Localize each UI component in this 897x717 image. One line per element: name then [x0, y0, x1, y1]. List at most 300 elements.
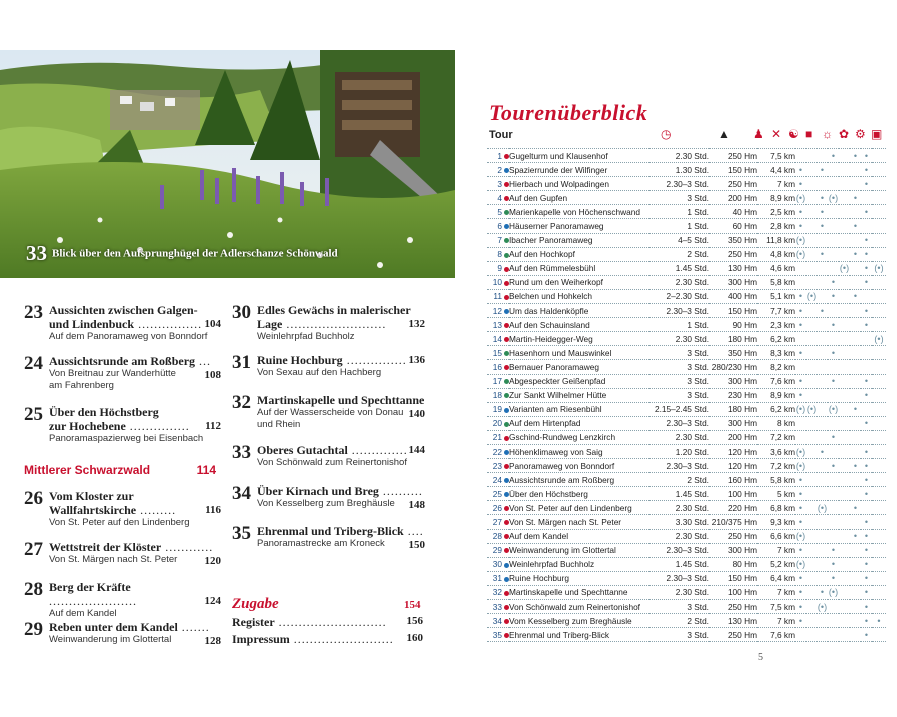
feature-marker: •	[795, 515, 806, 529]
photo-caption-text: Blick über den Aufsprunghügel der Adlerschanze Schönwald	[52, 247, 338, 260]
feature-marker	[806, 529, 817, 543]
feature-marker	[839, 557, 850, 571]
tour-number	[487, 416, 509, 430]
tour-name: Gschind-Rundweg Lenzkirch	[509, 430, 649, 444]
tour-elevation: 40 Hm	[709, 205, 757, 219]
register-link[interactable]: Register ........................... 156	[232, 615, 423, 629]
table-row[interactable]	[487, 585, 886, 599]
tour-elevation: 180 Hm	[709, 332, 757, 346]
tour-number-text: 5	[497, 206, 502, 217]
feature-marker	[850, 388, 861, 402]
tour-name: Marienkapelle von Höchenschwand	[509, 205, 649, 219]
tour-number-text: 35	[492, 629, 502, 640]
feature-marker	[828, 332, 839, 346]
table-row[interactable]	[487, 557, 886, 571]
feature-marker	[795, 332, 806, 346]
feature-marker: •	[828, 571, 839, 585]
tour-number	[487, 571, 509, 585]
feature-marker	[872, 247, 886, 261]
tour-duration: 3 Std.	[649, 360, 709, 374]
feature-marker: •	[861, 515, 872, 529]
page-number: 5	[758, 652, 763, 663]
table-row[interactable]	[487, 346, 886, 360]
tour-elevation: 100 Hm	[709, 487, 757, 501]
table-row[interactable]	[487, 487, 886, 501]
table-row[interactable]	[487, 402, 886, 416]
feature-marker	[850, 557, 861, 571]
feature-marker: (•)	[795, 459, 806, 473]
table-row[interactable]	[487, 318, 886, 332]
feature-marker	[872, 600, 886, 614]
feature-marker	[795, 416, 806, 430]
feature-marker	[872, 416, 886, 430]
tour-number-text: 16	[492, 361, 502, 372]
feature-marker	[850, 275, 861, 289]
tour-number	[487, 233, 509, 247]
table-row[interactable]	[487, 459, 886, 473]
feature-marker: •	[861, 149, 872, 163]
feature-marker	[839, 388, 850, 402]
feature-marker	[872, 219, 886, 233]
tour-name: Über den Höchstberg	[509, 487, 649, 501]
tour-elevation: 350 Hm	[709, 346, 757, 360]
table-row[interactable]	[487, 304, 886, 318]
tour-distance: 4,4 km	[757, 163, 795, 177]
feature-marker	[839, 501, 850, 515]
register-page: 156	[406, 615, 423, 627]
table-row[interactable]	[487, 543, 886, 557]
toc-entry-title: Vom Kloster zur	[49, 489, 134, 503]
feature-marker: (•)	[806, 289, 817, 303]
feature-marker: •	[861, 487, 872, 501]
tour-name: Rund um den Weiherkopf	[509, 275, 649, 289]
tour-duration: 2.30–3 Std.	[649, 543, 709, 557]
feature-marker	[839, 473, 850, 487]
feature-marker	[839, 416, 850, 430]
feature-marker	[850, 614, 861, 628]
tour-number	[487, 177, 509, 191]
feature-marker	[806, 360, 817, 374]
tour-name: Auf den Hochkopf	[509, 247, 649, 261]
feature-marker	[850, 416, 861, 430]
tour-distance: 2,8 km	[757, 219, 795, 233]
feature-marker: •	[795, 374, 806, 388]
feature-marker	[872, 473, 886, 487]
tour-elevation: 220 Hm	[709, 501, 757, 515]
feature-marker	[872, 388, 886, 402]
table-row[interactable]	[487, 261, 886, 275]
tour-distance: 6,6 km	[757, 529, 795, 543]
tour-distance: 3,6 km	[757, 444, 795, 458]
feature-marker: •	[828, 275, 839, 289]
feature-marker	[806, 416, 817, 430]
toc-entry-number: 27	[24, 539, 43, 560]
toc-entry-subtitle: Auf dem Panoramaweg von Bonndorf	[49, 331, 208, 342]
tour-elevation: 400 Hm	[709, 289, 757, 303]
tour-number-text: 28	[492, 531, 502, 542]
tour-number-text: 21	[492, 432, 502, 443]
tour-name: Vom Kesselberg zum Breghäusle	[509, 614, 649, 628]
feature-marker: •	[817, 163, 828, 177]
feature-marker	[828, 177, 839, 191]
feature-marker	[817, 332, 828, 346]
feature-marker: •	[795, 289, 806, 303]
feature-marker: •	[795, 205, 806, 219]
tour-name: Spazierrunde der Wilfinger	[509, 163, 649, 177]
feature-marker	[861, 332, 872, 346]
feature-marker: •	[817, 205, 828, 219]
tour-number	[487, 360, 509, 374]
tour-number	[487, 501, 509, 515]
restaurant-icon: ✕	[771, 127, 782, 141]
feature-marker	[839, 459, 850, 473]
feature-marker: •	[795, 614, 806, 628]
table-row[interactable]	[487, 205, 886, 219]
feature-marker	[839, 346, 850, 360]
tour-elevation: 100 Hm	[709, 585, 757, 599]
feature-marker: •	[828, 557, 839, 571]
feature-marker	[839, 289, 850, 303]
feature-marker	[872, 543, 886, 557]
toc-entry-number: 34	[232, 483, 251, 504]
impressum-link[interactable]: Impressum ......................... 160	[232, 632, 423, 646]
feature-marker	[817, 430, 828, 444]
tour-distance: 2,3 km	[757, 318, 795, 332]
feature-marker: (•)	[817, 501, 828, 515]
toc-entry-subtitle: Panoramaspazierweg bei Eisenbach	[49, 433, 204, 444]
feature-marker	[872, 360, 886, 374]
feature-marker	[817, 571, 828, 585]
feature-marker	[828, 628, 839, 642]
tour-distance: 9,3 km	[757, 515, 795, 529]
tour-duration: 1.45 Std.	[649, 261, 709, 275]
tour-number-text: 29	[492, 545, 502, 556]
feature-marker: •	[861, 177, 872, 191]
table-row[interactable]	[487, 191, 886, 205]
table-row[interactable]	[487, 515, 886, 529]
feature-marker: (•)	[795, 247, 806, 261]
feature-marker	[850, 430, 861, 444]
tour-distance: 4,8 km	[757, 247, 795, 261]
feature-marker: •	[795, 600, 806, 614]
feature-marker	[872, 163, 886, 177]
feature-marker	[839, 600, 850, 614]
feature-marker: •	[861, 600, 872, 614]
toc-entry-title: Berg der Kräfte	[49, 580, 131, 594]
table-row[interactable]	[487, 501, 886, 515]
tour-duration: 1 Std.	[649, 205, 709, 219]
tour-distance: 6,4 km	[757, 571, 795, 585]
feature-marker	[850, 205, 861, 219]
feature-marker: •	[817, 247, 828, 261]
table-row[interactable]	[487, 430, 886, 444]
tour-duration: 2.30 Std.	[649, 501, 709, 515]
table-row[interactable]	[487, 529, 886, 543]
feature-marker	[806, 614, 817, 628]
feature-marker	[806, 430, 817, 444]
table-row[interactable]	[487, 571, 886, 585]
table-row[interactable]	[487, 388, 886, 402]
feature-marker	[817, 177, 828, 191]
table-row[interactable]	[487, 416, 886, 430]
tour-distance: 7,7 km	[757, 304, 795, 318]
tour-duration: 2 Std.	[649, 247, 709, 261]
feature-marker	[828, 600, 839, 614]
feature-marker	[806, 388, 817, 402]
feature-marker	[795, 430, 806, 444]
tour-name: Hasenhorn und Mauswinkel	[509, 346, 649, 360]
tour-duration: 1 Std.	[649, 219, 709, 233]
tour-name: Zur Sankt Wilhelmer Hütte	[509, 388, 649, 402]
feature-marker: •	[861, 444, 872, 458]
feature-marker: •	[817, 219, 828, 233]
toc-entry-number: 31	[232, 352, 251, 373]
feature-marker	[872, 487, 886, 501]
tour-name: Höhenklimaweg von Saig	[509, 444, 649, 458]
tour-distance: 7,2 km	[757, 459, 795, 473]
feature-marker: (•)	[795, 191, 806, 205]
feature-marker	[839, 515, 850, 529]
table-row[interactable]	[487, 628, 886, 642]
table-row[interactable]	[487, 374, 886, 388]
tour-number	[487, 557, 509, 571]
tour-distance: 4,6 km	[757, 261, 795, 275]
feature-marker	[806, 571, 817, 585]
feature-marker: •	[861, 543, 872, 557]
feature-marker	[806, 163, 817, 177]
feature-marker	[817, 275, 828, 289]
table-row[interactable]	[487, 163, 886, 177]
feature-marker: •	[861, 388, 872, 402]
feature-marker	[861, 289, 872, 303]
feature-marker	[872, 515, 886, 529]
table-row[interactable]	[487, 360, 886, 374]
feature-marker: •	[861, 374, 872, 388]
tour-distance: 7 km	[757, 177, 795, 191]
feature-marker: •	[861, 628, 872, 642]
feature-marker: •	[872, 614, 886, 628]
feature-marker: •	[828, 346, 839, 360]
feature-marker: (•)	[839, 261, 850, 275]
tour-name: Gugelturm und Klausenhof	[509, 149, 649, 163]
feature-marker: •	[828, 149, 839, 163]
toc-entry-subtitle: Von Breitnau zur Wanderhütte	[49, 368, 176, 379]
table-row[interactable]	[487, 332, 886, 346]
feature-marker	[872, 275, 886, 289]
feature-marker	[806, 318, 817, 332]
tour-duration: 2.30 Std.	[649, 585, 709, 599]
section-heading[interactable]	[24, 463, 216, 477]
tour-number-text: 24	[492, 474, 502, 485]
tour-distance: 7 km	[757, 543, 795, 557]
feature-marker	[839, 543, 850, 557]
table-row[interactable]	[487, 600, 886, 614]
toc-entry-title: Aussichten zwischen Galgen-	[49, 303, 198, 317]
tour-name: Panoramaweg von Bonndorf	[509, 459, 649, 473]
feature-marker: •	[795, 346, 806, 360]
feature-marker	[839, 487, 850, 501]
tour-distance: 7 km	[757, 585, 795, 599]
feature-marker	[828, 304, 839, 318]
tour-distance: 8,9 km	[757, 388, 795, 402]
feature-marker	[828, 614, 839, 628]
tour-duration: 3 Std.	[649, 374, 709, 388]
feature-marker	[806, 205, 817, 219]
toc-entry-page: 104	[204, 318, 221, 330]
feature-marker: •	[861, 416, 872, 430]
zugabe-heading[interactable]: Zugabe	[232, 596, 279, 612]
feature-marker	[806, 600, 817, 614]
tour-elevation: 120 Hm	[709, 459, 757, 473]
tour-name: Hierbach und Wolpadingen	[509, 177, 649, 191]
tour-name: Aussichtsrunde am Roßberg	[509, 473, 649, 487]
feature-marker	[817, 529, 828, 543]
tour-number	[487, 346, 509, 360]
tour-duration: 2.30–3 Std.	[649, 304, 709, 318]
tour-distance: 6,8 km	[757, 501, 795, 515]
table-row[interactable]	[487, 473, 886, 487]
feature-marker	[850, 346, 861, 360]
feature-marker	[850, 473, 861, 487]
tour-number	[487, 515, 509, 529]
feature-marker	[872, 430, 886, 444]
register-label: Register	[232, 615, 275, 629]
tour-distance: 8,9 km	[757, 191, 795, 205]
feature-marker: (•)	[795, 402, 806, 416]
feature-marker	[806, 191, 817, 205]
tour-number	[487, 247, 509, 261]
feature-marker	[839, 205, 850, 219]
tour-elevation: 250 Hm	[709, 600, 757, 614]
tour-duration: 2.30–3 Std.	[649, 459, 709, 473]
tour-number-text: 8	[497, 249, 502, 260]
tour-elevation: 300 Hm	[709, 374, 757, 388]
tour-elevation: 150 Hm	[709, 163, 757, 177]
feature-marker	[817, 289, 828, 303]
tour-distance: 6,2 km	[757, 402, 795, 416]
tour-duration: 1 Std.	[649, 318, 709, 332]
tour-distance: 5,8 km	[757, 473, 795, 487]
tour-name: Abgespeckter Geißenpfad	[509, 374, 649, 388]
feature-marker	[839, 374, 850, 388]
tour-number	[487, 205, 509, 219]
feature-marker: •	[861, 459, 872, 473]
feature-marker	[861, 501, 872, 515]
table-row[interactable]	[487, 275, 886, 289]
feature-marker	[872, 402, 886, 416]
tour-number	[487, 444, 509, 458]
feature-marker: •	[850, 219, 861, 233]
toc-entry-title: Ehrenmal und Triberg-Blick	[257, 524, 404, 538]
feature-marker	[850, 374, 861, 388]
tour-number	[487, 614, 509, 628]
feature-marker	[872, 289, 886, 303]
tour-number-text: 33	[492, 601, 502, 612]
toc-entry-title: Martinskapelle und Spechttanne	[257, 393, 425, 407]
tour-number	[487, 219, 509, 233]
feature-marker	[839, 163, 850, 177]
tour-name: Bernauer Panoramaweg	[509, 360, 649, 374]
tour-elevation: 200 Hm	[709, 430, 757, 444]
table-row[interactable]	[487, 219, 886, 233]
table-row[interactable]	[487, 614, 886, 628]
feature-marker	[839, 430, 850, 444]
feature-marker: •	[828, 543, 839, 557]
table-row[interactable]	[487, 289, 886, 303]
feature-marker: •	[861, 233, 872, 247]
feature-marker	[850, 543, 861, 557]
tour-elevation: 80 Hm	[709, 557, 757, 571]
tour-name: Um das Haldenköpfle	[509, 304, 649, 318]
tour-distance: 8,3 km	[757, 346, 795, 360]
toc-entry-number: 23	[24, 302, 43, 323]
tour-name: Weinwanderung im Glottertal	[509, 543, 649, 557]
tour-number	[487, 585, 509, 599]
tour-number-text: 31	[492, 573, 502, 584]
table-row[interactable]	[487, 177, 886, 191]
feature-marker: •	[817, 191, 828, 205]
tour-number	[487, 318, 509, 332]
tour-name: Belchen und Hohkelch	[509, 289, 649, 303]
feature-marker	[806, 501, 817, 515]
feature-marker	[828, 501, 839, 515]
feature-marker: •	[828, 459, 839, 473]
tour-number-text: 4	[497, 192, 502, 203]
feature-marker: •	[828, 430, 839, 444]
toc-entry-page: 140	[408, 408, 425, 420]
tour-duration: 1.30 Std.	[649, 163, 709, 177]
tour-name: Auf den Gupfen	[509, 191, 649, 205]
toc-entry-subtitle: Von St. Märgen nach St. Peter	[49, 554, 178, 565]
feature-marker	[828, 444, 839, 458]
toc-entry-subtitle: Von Schönwald zum Reinertonishof	[257, 457, 407, 468]
table-row[interactable]	[487, 149, 886, 163]
toc-entry-title: Edles Gewächs in malerischer	[257, 303, 411, 317]
tour-distance: 7,5 km	[757, 600, 795, 614]
feature-marker	[839, 360, 850, 374]
tour-distance: 7,5 km	[757, 149, 795, 163]
feature-marker	[850, 261, 861, 275]
table-row[interactable]	[487, 233, 886, 247]
feature-marker	[839, 529, 850, 543]
feature-marker	[839, 247, 850, 261]
tour-elevation: 200 Hm	[709, 191, 757, 205]
tour-number	[487, 600, 509, 614]
table-row[interactable]	[487, 247, 886, 261]
tour-number-text: 13	[492, 319, 502, 330]
toc-entry-page: 144	[408, 444, 425, 456]
feature-marker	[817, 416, 828, 430]
tour-distance: 7,2 km	[757, 430, 795, 444]
tour-number-text: 6	[497, 221, 502, 232]
feature-marker: •	[861, 304, 872, 318]
table-row[interactable]	[487, 444, 886, 458]
feature-marker: •	[861, 557, 872, 571]
feature-marker	[817, 402, 828, 416]
tour-number-text: 32	[492, 587, 502, 598]
feature-marker	[850, 515, 861, 529]
section-heading-page: 114	[196, 463, 216, 477]
photo-caption-number: 33	[26, 241, 47, 265]
tour-number-text: 25	[492, 488, 502, 499]
feature-marker	[828, 487, 839, 501]
toc-entry-page: 128	[204, 635, 221, 647]
toc-entry-page: 116	[205, 504, 221, 516]
feature-marker: •	[850, 459, 861, 473]
toc-entry-number: 24	[24, 353, 43, 374]
feature-marker	[806, 233, 817, 247]
tour-number-text: 3	[497, 178, 502, 189]
